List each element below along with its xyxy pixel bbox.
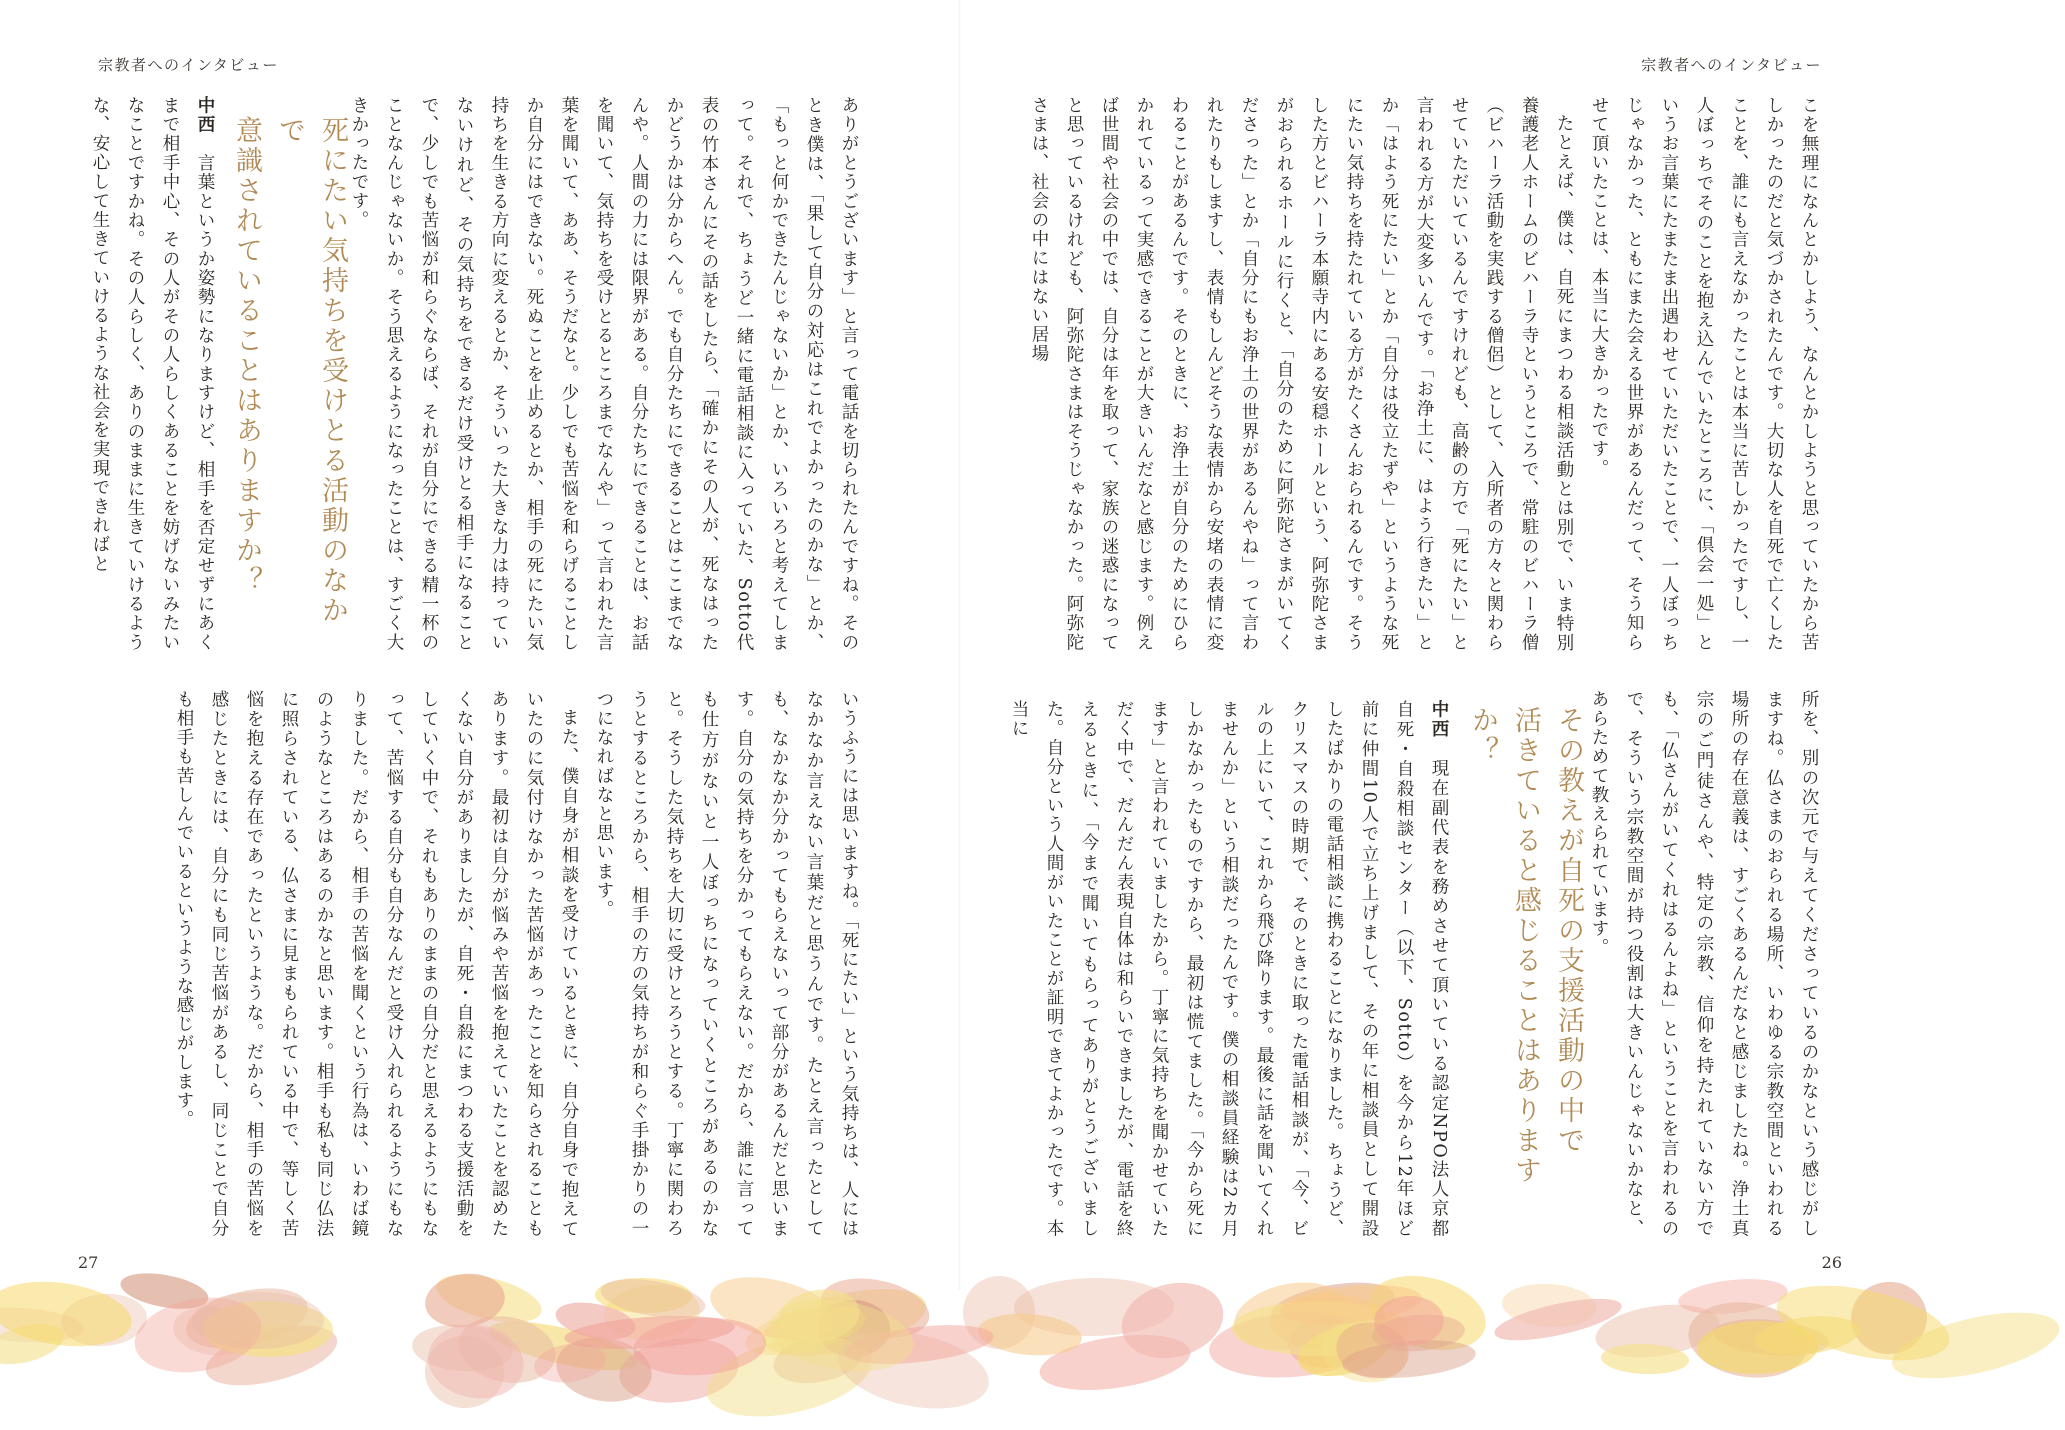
speaker-name: 中西 bbox=[195, 96, 215, 135]
question-heading-1 bbox=[231, 116, 354, 636]
answer-paragraph bbox=[1001, 700, 1456, 1238]
speaker-name: 中西 bbox=[1429, 700, 1449, 740]
paragraph: また、僕自身が相談を受けているときに、自分自身で抱えていたのに気付けなかった苦悩があったことを知らされることもあります。最初は自分が悩みや苦悩を抱えていたことを認めたくない自分がありましたが、自死・自殺にまつわる支援活動をしていく中で、それもありのままの自分だと思えるようにもなって、苦悩する自分も自分なんだと受け入れられるようにもなりました。だから、相手の苦悩を聞くという行為は、いわば鏡のようなところはあるのかなと思います。相手も私も同じ仏法に照らされている、仏さまに見まもられている中で、等しく苦悩を抱える存在であったというような。だから、相手の苦悩を感じたときには、自分にも同じ苦悩があるし、同じことで自分も相手も苦しんでいるというような感じがします。 bbox=[174, 690, 579, 1238]
paragraph: いうふうには思いますね。「死にたい」という気持ちは、人にはなかなか言えない言葉だと思うんです。たとえ言ったとしても、なかなか分かってもらえないって部分があるんだと思います。自分の気持ちを分かってもらえない。だから、誰に言っても仕方がないと一人ぼっちになっていくところがあるのかなと。そうした気持ちを大切に受けとろうとする。丁寧に関わろうとするところから、相手の方の気持ちが和らぐ手掛かりの一つになればなと思います。 bbox=[594, 690, 859, 1238]
page-number-right: 26 bbox=[1821, 1253, 1842, 1272]
watercolor-wash-decoration bbox=[0, 1284, 1920, 1362]
paragraph: 所を、別の次元で与えてくださっているのかなという感じがしますね。仏さまのおられる場所、いわゆる宗教空間といわれる場所の存在意義は、すごくあるんだなと感じましたね。浄土真宗のご門徒さんや、特定の宗教、信仰を持たれていない方でも、「仏さんがいてくれはるんよね」ということを言われるので、そういう宗教空間が持つ役割は大きいんじゃないかなと、あらためて教えられています。 bbox=[1589, 690, 1819, 1238]
paragraph: たとえば、僕は、自死にまつわる相談活動とは別で、いま特別養護老人ホームのビハーラ寺というところで、常駐のビハーラ僧（ビハーラ活動を実践する僧侶）として、入所者の方々と関わらせていただいているんですけれども、高齢の方で「死にたい」と言われる方が大変多いんです。「お浄土に、はよう行きたい」とか「はよう死にたい」とか「自分は役立たずや」というような死にたい気持ちを持たれている方がたくさんおられるんです。そうした方とビハーラ本願寺内にある安穏ホールという、阿弥陀さまがおられるホールに行くと、「自分のために阿弥陀さまがいてくださった」とか「自分にもお浄土の世界があるんやね」って言われたりもしますし、表情もしんどそうな表情から安堵の表情に変わることがあるんです。そのときに、お浄土が自分のためにひらかれているって実感できることが大きいんだなと感じます。例えば世間や社会の中では、自分は年を取って、家族の迷惑になってと思っているけれども、阿弥陀さまはそうじゃなかった。阿弥陀さまは、社会の中にはない居場 bbox=[1029, 96, 1574, 652]
page-gutter bbox=[958, 0, 962, 1290]
page-number-left: 27 bbox=[78, 1253, 99, 1272]
question-heading-2 bbox=[1467, 706, 1590, 1186]
answer-text: 現在副代表を務めさせて頂いている認定NPO法人京都自死・自殺相談センター（以下、Sotto）を今から12年ほど前に仲間10人で立ち上げまして、その年に相談員として開設したばかりの電話相談に携わることになりました。ちょうど、クリスマスの時期で、そのときに取った電話相談が、「今、ビルの上にいて、これから飛び降ります。最後に話を聞いてくれませんか」という相談だったんです。僕の相談員経験は2カ月しかなかったものですから、最初は慌てました。「今から死にます」と言われていましたから。丁寧に気持ちを聞かせていただく中で、だんだん表現自体は和らいできましたが、電話を終えるときに、「今まで聞いてもらってありがとうございました。自分という人間がいたことが証明できてよかったです。本当に bbox=[1009, 700, 1449, 1238]
left-page-bottom-text bbox=[174, 690, 866, 1238]
left-page-top-answer bbox=[90, 96, 222, 653]
question-line: その教えが自死の支援活動の中で bbox=[1553, 706, 1584, 1156]
question-line: 死にたい気持ちを受けとる活動のなかで bbox=[274, 116, 348, 626]
running-header-left: 宗教者へのインタビュー bbox=[98, 56, 279, 74]
paragraph: こを無理になんとかしよう、なんとかしようと思っていたから苦しかったのだと気づかされたんです。大切な人を自死で亡くしたことを、誰にも言えなかったことは本当に苦しかったですし、一人ぼっちでそのことを抱え込んでいたところに、「倶会一処」というお言葉にたまたま出遇わせていただいたことで、一人ぼっちじゃなかった、ともにまた会える世界があるんだって、そう知らせて頂いたことは、本当に大きかったです。 bbox=[1589, 96, 1819, 652]
paragraph: ありがとうございます」と言って電話を切られたんですね。そのとき僕は、「果して自分の対応はこれでよかったのかな」とか、「もっと何かできたんじゃないか」とか、いろいろと考えてしまって。それで、ちょうど一緒に電話相談に入っていた、Sotto代表の竹本さんにその話をしたら、「確かにその人が、死なはったかどうかは分からへん。でも自分たちにできることはここまでなんや。人間の力には限界がある。自分たちにできることは、お話を聞いて、気持ちを受けとるところまでなんや」って言われた言葉を聞いて、ああ、そうだなと。少しでも苦悩を和らげることしか自分にはできない。死ぬことを止めるとか、相手の死にたい気持ちを生きる方向に変えるとか、そういった大きな力は持っていないけれど、その気持ちをできるだけ受けとる相手になることで、少しでも苦悩が和らぐならば、それが自分にできる精一杯のことなんじゃないか。そう思えるようになったことは、すごく大きかったです。 bbox=[349, 96, 859, 652]
left-page-top-text bbox=[349, 96, 866, 652]
question-line: 意識されていることはありますか？ bbox=[231, 116, 262, 596]
answer-text: 言葉というか姿勢になりますけど、相手を否定せずにあくまで相手中心、その人がその人らしくあることを妨げないみたいなことですかね。その人らしく、ありのままに生きていけるような、安心して生きていけるような社会を実現できればと bbox=[90, 96, 215, 653]
right-page-bottom-first-text bbox=[1589, 690, 1826, 1238]
right-page-bottom-answer bbox=[1009, 700, 1456, 1238]
running-header-right: 宗教者へのインタビュー bbox=[1641, 56, 1822, 74]
question-line: 活きていると感じることはありますか？ bbox=[1467, 706, 1541, 1186]
right-page-top-text bbox=[1029, 96, 1826, 652]
answer-paragraph bbox=[82, 96, 222, 652]
